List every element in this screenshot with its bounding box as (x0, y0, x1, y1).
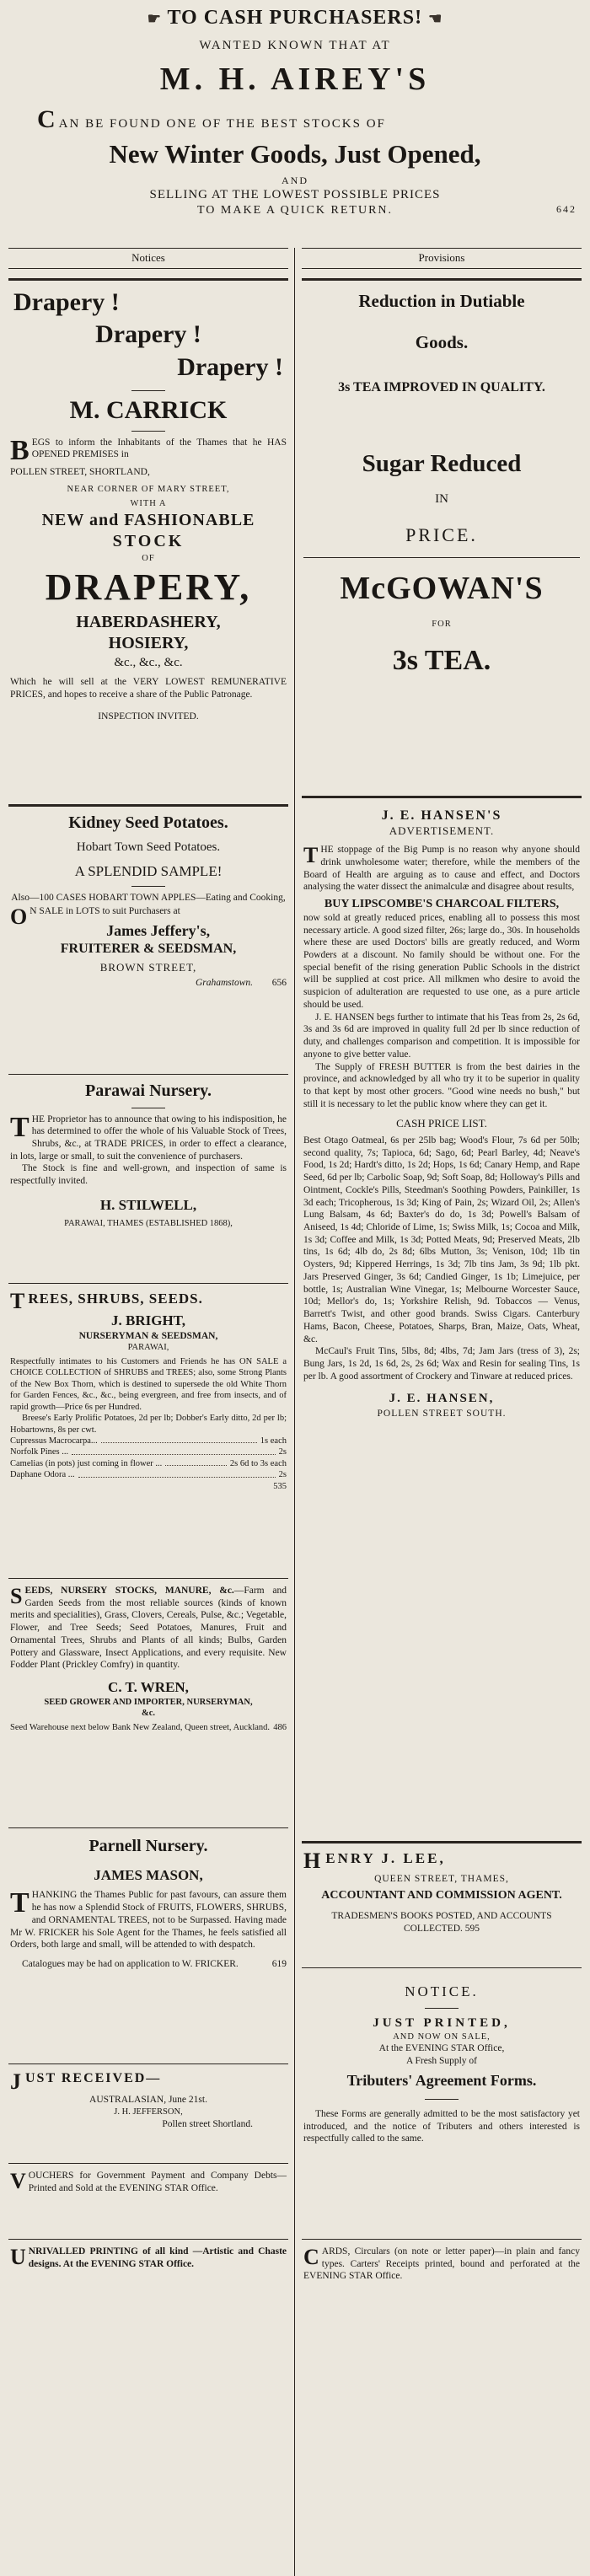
separator (8, 278, 288, 281)
carrick-new-fashionable: NEW and FASHIONABLE (41, 510, 255, 529)
notice-fresh: A Fresh Supply of (405, 2056, 478, 2067)
mason-name: JAMES MASON, (94, 1866, 203, 1883)
selling-line: SELLING AT THE LOWEST POSSIBLE PRICES (149, 187, 441, 201)
separator (8, 2163, 288, 2164)
carrick-haberdashery: HABERDASHERY, (76, 612, 221, 631)
wren-warehouse-line (10, 1722, 287, 1733)
notice-forms: Tributers' Agreement Forms. (346, 2071, 537, 2089)
wren-name: C. T. WREN, (108, 1679, 189, 1696)
notices-column (8, 229, 288, 2576)
kidney-street: BROWN STREET, (99, 961, 197, 974)
carrick-name: M. CARRICK (69, 396, 228, 425)
wren-warehouse: Seed Warehouse next below Bank New Zealand, Queen street, Auckland. (10, 1722, 271, 1732)
price-row (10, 1446, 287, 1457)
carrick-near: NEAR CORNER OF MARY STREET, (67, 484, 230, 494)
price-item: Cupressus Macrocarpa... (10, 1436, 98, 1446)
received-title: UST RECEIVED— (25, 2071, 162, 2085)
wren-trade: SEED GROWER AND IMPORTER, NURSERYMAN, &c. (44, 1697, 253, 1719)
hansen-body-4: The Supply of FRESH BUTTER is from the best dairies in the province, and acknowledged by all who try it to be superior in quality to that kept by most other grocers. "Good wine needs no bush," but still it is necessary to let the public know where they can get it. (303, 1061, 580, 1109)
new-winter-goods: New Winter Goods, Just Opened, (109, 138, 481, 169)
carrick-hosiery: HOSIERY, (108, 634, 189, 653)
ad-number: 535 (273, 1481, 287, 1491)
vouchers-body: OUCHERS for Government Payment and Company Debts—Printed and Sold at the EVENING STAR Office. (28, 2171, 287, 2193)
quick-return-text: TO MAKE A QUICK RETURN. (196, 204, 394, 217)
notice-advertisement (302, 1972, 582, 2234)
separator (8, 804, 288, 807)
hansen-body-2: now sold at greatly reduced prices, enabling all to possess this most necessary article. A good sized filter, 26s; large do., 30s. In households where these are used Doctors' bills are greatly reduced, and Worm Powders at a discount. No family should be without one. For the special benefit of the rising generation Public Schools in the district will be supplied at cost price. All milkmen who desire to avoid the suspicion of adulteration are requested to use one, as a pure article should be used. (303, 912, 580, 1010)
mcgowan-name: McGOWAN'S (340, 570, 544, 606)
carrick-etc: &c., &c., &c. (114, 655, 183, 669)
heading-text: TO CASH PURCHASERS! (167, 7, 423, 29)
drop-cap: O (10, 904, 28, 930)
ad-number: 642 (556, 203, 577, 216)
carrick-intro: EGS to inform the Inhabitants of the Thames that he HAS OPENED PREMISES in (31, 437, 287, 460)
kidney-title: Kidney Seed Potatoes. (68, 813, 228, 832)
notice-title: NOTICE. (405, 1983, 479, 1999)
column-divider (294, 248, 295, 2576)
drapery-2: Drapery ! (95, 320, 201, 349)
drop-cap: T (10, 1887, 30, 1919)
mcgowan-tea: 3s TEA. (392, 644, 491, 676)
separator (302, 1967, 582, 1968)
lee-books: TRADESMEN'S BOOKS POSTED, AND ACCOUNTS COLLECTED. (331, 1911, 552, 1935)
drop-cap: C (303, 2245, 319, 2269)
hansen-body: HE stoppage of the Big Pump is no reason why anyone should drink unwholesome water; therefore, while the members of the Board of Health are arguing as to cause and effect, and Doctors analysing the water dissect the animalculæ and disagree about results, (303, 845, 580, 893)
hansen-name: J. E. HANSEN, (389, 1392, 495, 1406)
provisions-column (302, 229, 582, 2576)
drop-cap: T (10, 1289, 26, 1313)
parawai-name: H. STILWELL, (99, 1196, 197, 1213)
pointing-hand-right-icon: ☚ (428, 10, 443, 27)
hansen-price-list-2: McCaul's Fruit Tins, 5lbs, 8d; 4lbs, 7d; Jam Jars (tress of 3), 2s; Bung Jars, 1s 2d, 1s 6d, 2s, 2s 6d; Wax and Resin for sealing Tins, 1s per lb. A good assortment of Crockery and Tinware at reduced prices. (303, 1346, 580, 1382)
received-street: Pollen street Shortland. (162, 2118, 253, 2129)
kidney-also: Also—100 CASES HOBART TOWN APPLES—Eating and Cooking, (11, 892, 286, 903)
carrick-advertisement (8, 282, 288, 802)
kidney-town: Grahamstown. (195, 978, 253, 989)
carrick-inspection: INSPECTION INVITED. (98, 711, 199, 722)
drapery-1: Drapery ! (13, 288, 120, 316)
notice-at: At the EVENING STAR Office, (378, 2043, 505, 2054)
parawai-nursery-advertisement (8, 1077, 288, 1280)
separator (8, 1578, 288, 1579)
received-line: AUSTRALASIAN, June 21st. (89, 2095, 207, 2106)
bright-trade: NURSERYMAN & SEEDSMAN, (78, 1330, 218, 1341)
drop-cap: C (37, 105, 57, 133)
parnell-nursery-advertisement (8, 1833, 288, 2058)
carrick-stock: STOCK (112, 532, 185, 551)
reduction-in: IN (435, 492, 448, 507)
price-value: 2s (278, 1470, 287, 1480)
notices-header: Notices (8, 248, 288, 269)
lee-trade: ACCOUNTANT AND COMMISSION AGENT. (321, 1889, 562, 1902)
carrick-street: POLLEN STREET, SHORTLAND, (10, 467, 150, 477)
lee-street: QUEEN STREET, THAMES, (374, 1873, 509, 1884)
bright-title: REES, SHRUBS, SEEDS. (28, 1291, 203, 1307)
separator (302, 796, 582, 798)
lee-name-line (303, 1849, 580, 1873)
drop-cap: H (303, 1849, 324, 1873)
price-value: 2s (278, 1447, 287, 1457)
ad-number: 619 (271, 1958, 287, 1969)
mason-catalogue: Catalogues may be had on application to W. FRICKER. (22, 1958, 239, 1969)
drop-cap: V (10, 2169, 26, 2193)
price-value: 1s each (260, 1436, 287, 1446)
wren-body: —Farm and Garden Seeds from the most reliable sources (kinds of known merits and specialities), Grass, Clovers, Cereals, Pulse, &c.; Vegetable, Flower, and Tree Seeds; Seed Potatoes, Manures, Fruit and Ornamental Trees, Shrubs and Plants of all kinds; Bulbs, Garden Pottery and Glassware, Insect Applications, and every requisite. New Fodder Plant (Prickley Comfry) in quantity. (10, 1586, 287, 1671)
wanted-line: WANTED KNOWN THAT AT (199, 38, 391, 52)
ad-number: 595 (464, 1924, 480, 1935)
cards-body: ARDS, Circulars (on note or letter paper)—in plain and fancy types. Carters' Receipts printed, bound and perforated at the EVENING STAR Office. (303, 2246, 580, 2282)
price-value: 2s 6d to 3s each (229, 1458, 287, 1468)
price-row (10, 1458, 287, 1469)
unrivalled-body: NRIVALLED PRINTING of all kind —Artistic and Chaste designs. At the EVENING STAR Office. (28, 2246, 287, 2269)
kidney-hobart: Hobart Town Seed Potatoes. (76, 840, 221, 854)
cash-purchasers-heading (8, 5, 582, 31)
wren-title: EEDS, NURSERY STOCKS, MANURE, &c. (24, 1586, 234, 1596)
separator (302, 2239, 582, 2240)
hansen-adv: ADVERTISEMENT. (389, 824, 495, 838)
reduction-price: PRICE. (405, 523, 478, 545)
just-received-advertisement (8, 2067, 288, 2158)
kidney-footer (10, 977, 287, 990)
mason-title: Parnell Nursery. (88, 1837, 208, 1855)
separator (302, 1841, 582, 1843)
kidney-trade: FRUITERER & SEEDSMAN, (60, 942, 237, 956)
price-item: Camelias (in pots) just coming in flower ... (10, 1458, 163, 1468)
separator (8, 2063, 288, 2064)
lee-books-line (303, 1910, 580, 1935)
vouchers-advertisement (8, 2166, 288, 2235)
reduction-sugar: Sugar Reduced (362, 450, 522, 478)
short-rule (425, 2099, 459, 2100)
drop-cap: T (10, 1111, 30, 1143)
carrick-drapery: DRAPERY, (45, 566, 252, 609)
pointing-hand-left-icon: ☛ (147, 10, 162, 27)
parawai-body: HE Proprietor has to announce that owing to his indisposition, he has determined to offer the whole of his Valuable Stock of Trees, Shrubs, &c., at TRADE PRICES, in order to effect a clearance, in lots, large or small, to suit the convenience of purchasers. (10, 1114, 287, 1162)
notice-body: These Forms are generally admitted to be the most satisfactory yet introduced, and the notice of Tributers and others interested is respectfully called to the same. (303, 2108, 580, 2144)
parawai-place: PARAWAI, THAMES (ESTABLISHED 1868), (64, 1218, 233, 1228)
drop-cap: S (10, 1584, 23, 1608)
short-rule (425, 2008, 459, 2009)
drapery-3: Drapery ! (177, 352, 283, 381)
can-be-found-line (8, 104, 582, 136)
ad-number: 656 (271, 978, 287, 989)
separator (8, 1827, 288, 1828)
wren-seeds-advertisement (8, 1581, 288, 1824)
kidney-potatoes-advertisement (8, 809, 288, 1072)
drop-cap: T (303, 843, 319, 868)
price-row (10, 1436, 287, 1446)
and-line: AND (282, 174, 308, 186)
hansen-body-3: J. E. HANSEN begs further to intimate that his Teas from 2s, 2s 6d, 3s and 3s 6d are improved in quality full 2d per lb since reduction of duty, and challenges comparison and competition. It is impossible for anyone to give better value. (303, 1012, 580, 1060)
columns (8, 229, 582, 2576)
drop-cap: U (10, 2245, 26, 2269)
rule (303, 557, 580, 558)
drop-cap: J (10, 2069, 23, 2094)
mason-catalogue-line (10, 1958, 287, 1971)
short-rule (131, 886, 165, 887)
bright-body: Respectfully intimates to his Customers and Friends he has ON SALE a CHOICE COLLECTION of SHRUBS and TREES; also, some Strong Plants of the New Box Thorn, which is destined to supersede the old White Thorn for Garden Fences, &c., &c., being evergreen, and free from insects, and of rapid growth—Price 6s per Hundred. (10, 1356, 287, 1412)
hansen-buy: BUY LIPSCOMBE'S CHARCOAL FILTERS, (324, 897, 560, 910)
mcgowan-for: FOR (432, 620, 452, 630)
price-item: Norfolk Pines ... (10, 1447, 69, 1457)
received-name: J. H. JEFFERSON, (114, 2107, 183, 2117)
bright-title-line (10, 1289, 287, 1313)
can-be-found-text: AN BE FOUND ONE OF THE BEST STOCKS OF (58, 116, 386, 131)
carrick-body: Which he will sell at the VERY LOWEST REMUNERATIVE PRICES, and hopes to receive a share of the Public Patronage. (10, 676, 287, 700)
bright-nursery-advertisement (8, 1286, 288, 1573)
airey-advertisement (8, 0, 582, 229)
cards-advertisement (302, 2242, 582, 2301)
airey-name: M. H. AIREY'S (159, 61, 431, 97)
lee-advertisement (302, 1846, 582, 1962)
separator (8, 1283, 288, 1284)
parawai-body-2: The Stock is fine and well-grown, and inspection of same is respectfully invited. (10, 1163, 287, 1187)
kidney-name: James Jeffery's, (106, 921, 211, 939)
notice-just-printed: JUST PRINTED, (373, 2015, 511, 2030)
separator (8, 1074, 288, 1075)
hansen-title: J. E. HANSEN'S (381, 808, 502, 823)
kidney-sample: A SPLENDID SAMPLE! (74, 862, 223, 879)
hansen-advertisement (302, 801, 582, 1836)
bright-place: PARAWAI, (127, 1343, 169, 1353)
unrivalled-printing-advertisement (8, 2242, 288, 2301)
short-rule (131, 431, 165, 432)
kidney-sale: N SALE in LOTS to suit Purchasers at (30, 906, 180, 917)
price-row (10, 1469, 287, 1480)
hansen-price-list: Best Otago Oatmeal, 6s per 25lb bag; Wood's Flour, 7s 6d per 50lb; second quality, 7s; Tapioca, 6d; Sago, 6d; Pearl Barley, 4d; Neave's Food, 1s 2d; Hardt's ditto, 1s 2d; Hops, 1s 6d; Canary Hemp, and Rape Seed, 6d per lb; Carbolic Soap, 9d; Soft Soap, 8d; Holloway's Pills and Ointment, Cockle's Pills, Steedman's Soothing Powders, Painkiller, 1s 3d each; Tricopherous, 1s 3d; King of Pain, 2s; Wizard Oil, 2s; Allen's Lung Balsam, 4s 6d; Baxter's do do, 1s 3d; Powell's Balsam of Aniseed, 1s 4d; Chloride of Lime, 1s; Swiss Milk, 1s; Cocoa and Milk, 1s 3d; Coffee and Milk, 1s 3d; Potted Meats, 9d; Preserved Meats, 2lb tins, 1s 6d; 4lb do, 2s 8d; 6lbs Mutton, 3s; Venison, 10d; 1lb tin Oysters, 9d; Kippered Herrings, 1s 3d; 7lb tins Jam, 3s 9d; 1lb pkt. Jars Preserved Ginger, 3s 6d; Candied Ginger, 1s 1b; Limejuice, per bottle, 1s; Australian Wine Vinegar, 1s; Melbourne Worcester Sauce, 10d; Mellor's do, 1s; Yorkshire Relish, 9d. Tobaccos — Venus, Barrett's Twist, and other good brands. Swiss Cigars. Canterbury Hams, Bacon, Cheese, Potatoes, Sharps, Bran, Maize, Oats, Wheat, &c. (303, 1135, 580, 1344)
hansen-cash-list-title: CASH PRICE LIST. (396, 1117, 487, 1130)
parawai-title: Parawai Nursery. (85, 1081, 212, 1100)
bright-body-2: Breese's Early Prolific Potatoes, 2d per lb; Dobber's Early ditto, 2d per lb; Hobartowns, 8s per cwt. (10, 1414, 287, 1435)
reduction-tea: 3s TEA IMPROVED IN QUALITY. (338, 379, 545, 394)
mason-body: HANKING the Thames Public for past favours, can assure them he has now a Splendid Stock of FRUITS, FLOWERS, SHRUBS, and ORNAMENTAL TREES, not to be Surpassed. Having made Mr W. FRICKER his Sole Agent for the Thames, he feels satisfied all Orders, both large and small, will be attended to with despatch. (10, 1890, 287, 1951)
notice-on-sale: AND NOW ON SALE, (393, 2031, 491, 2042)
bright-name: J. BRIGHT, (110, 1312, 185, 1328)
ad-number: 486 (273, 1722, 287, 1732)
separator (8, 2239, 288, 2240)
lee-name: ENRY J. LEE, (325, 1850, 446, 1866)
received-title-line (10, 2069, 287, 2094)
reduction-goods: Goods. (415, 331, 469, 352)
hansen-street: POLLEN STREET SOUTH. (377, 1408, 507, 1419)
separator (302, 278, 582, 281)
quick-return-line (8, 203, 582, 218)
drop-cap: B (10, 434, 30, 466)
reduction-advertisement (302, 282, 582, 792)
carrick-with: WITH A (130, 499, 167, 509)
reduction-title: Reduction in Dutiable (358, 291, 525, 311)
provisions-header: Provisions (302, 248, 582, 269)
short-rule (131, 390, 165, 391)
price-item: Daphane Odora ... (10, 1470, 75, 1480)
carrick-of: OF (142, 553, 155, 563)
